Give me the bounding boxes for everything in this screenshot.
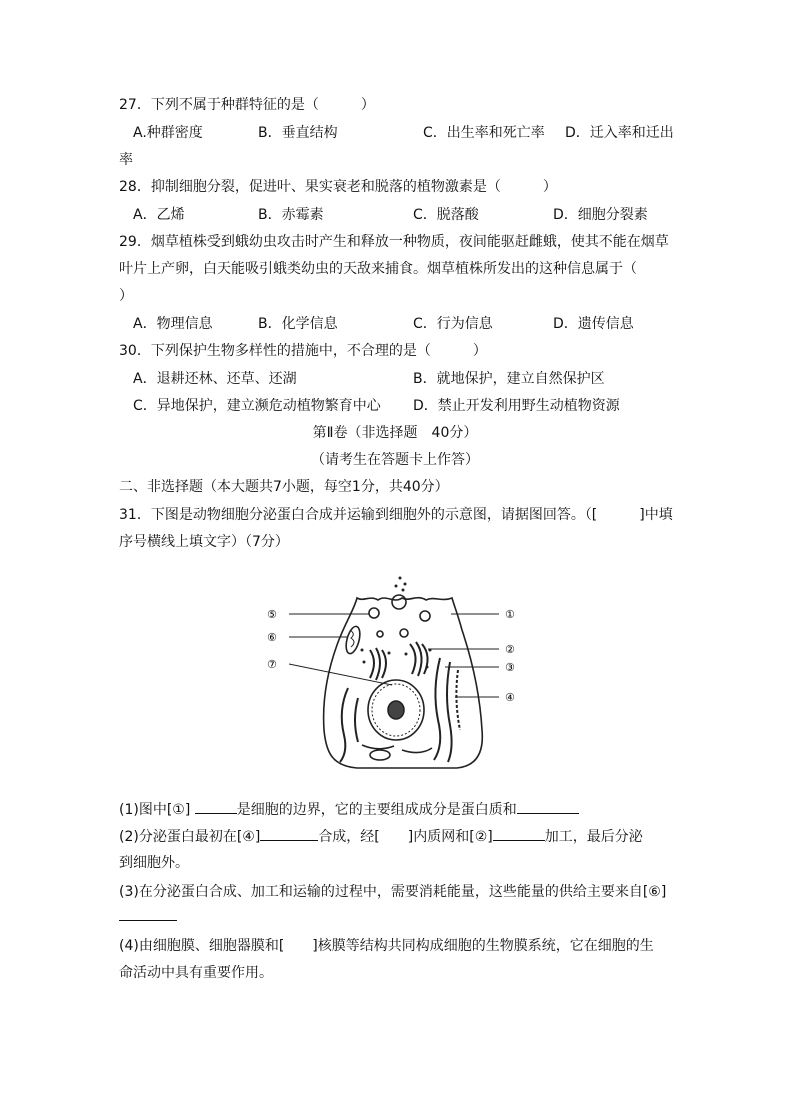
- er-strand-2: [447, 662, 452, 762]
- q29-stem-line2: 叶片上产卵，白天能吸引蛾类幼虫的天敌来捕食。烟草植株所发出的这种信息属于（: [119, 261, 637, 277]
- answer-blank-2[interactable]: [517, 799, 579, 814]
- label-2: ②: [505, 643, 515, 656]
- secretory-vesicle: [392, 595, 406, 609]
- q30-option-c: C．异地保护，建立濒危动植物繁育中心: [133, 398, 381, 414]
- label-3: ③: [505, 661, 515, 674]
- answer-blank-1[interactable]: [195, 799, 237, 814]
- q29-option-c: C．行为信息: [413, 316, 493, 332]
- q29-option-d: D．遗传信息: [553, 316, 634, 332]
- animal-cell-diagram: [262, 570, 530, 775]
- label-7: ⑦: [267, 658, 277, 671]
- answer-blank-3[interactable]: [260, 826, 318, 841]
- q30-option-d: D．禁止开发利用野生动植物资源: [413, 398, 620, 414]
- section-heading: 二、非选择题（本大题共7小题，每空1分，共40分）: [119, 479, 449, 495]
- q31-sub3: (3)在分泌蛋白合成、加工和运输的过程中，需要消耗能量，这些能量的供给主要来自[⑥]: [119, 884, 667, 900]
- ribosome-strand: [456, 670, 460, 730]
- q28-option-c: C．脱落酸: [413, 207, 479, 223]
- q28-option-d: D．细胞分裂素: [553, 207, 648, 223]
- q31-sub2-part-a: (2)分泌蛋白最初在[④]: [119, 829, 261, 845]
- cell-membrane: [324, 598, 483, 768]
- q31-sub1-part-a: (1)图中[①]: [119, 802, 191, 818]
- golgi-left: [370, 648, 386, 680]
- answer-blank-4[interactable]: [493, 826, 545, 841]
- q31-sub1: [119, 799, 579, 820]
- q31-stem-line2: 序号横线上填文字）（7分）: [119, 534, 289, 550]
- vesicle-5: [369, 608, 379, 618]
- label-4: ④: [505, 691, 515, 704]
- endoplasmic-reticulum: [434, 658, 440, 760]
- q29-option-b: B．化学信息: [258, 316, 338, 332]
- q27-option-d-wrap: 率: [119, 152, 133, 168]
- nucleolus: [388, 701, 404, 719]
- q28-stem: 28．抑制细胞分裂，促进叶、果实衰老和脱落的植物激素是（ ）: [119, 179, 557, 195]
- golgi-apparatus: [410, 642, 428, 676]
- q30-option-b: B．就地保护，建立自然保护区: [413, 371, 605, 387]
- q28-option-a: A．乙烯: [133, 207, 185, 223]
- q31-sub4-line2: 命活动中具有重要作用。: [119, 965, 273, 981]
- q27-option-b: B．垂直结构: [258, 125, 338, 141]
- section-note: （请考生在答题卡上作答）: [311, 452, 479, 468]
- q28-option-b: B．赤霉素: [258, 207, 324, 223]
- q31-sub2-part-c: 加工，最后分泌: [544, 829, 643, 845]
- q31-sub4-line1: (4)由细胞膜、细胞器膜和[ ]核膜等结构共同构成细胞的生物膜系统，它在细胞的生: [119, 938, 654, 954]
- q31-stem-line1: 31．下图是动物细胞分泌蛋白合成并运输到细胞外的示意图，请据图回答。（[ ]中填: [119, 507, 673, 523]
- section-title: 第Ⅱ卷（非选择题 40分）: [312, 425, 478, 441]
- label-6: ⑥: [267, 631, 277, 644]
- q29-option-a: A．物理信息: [133, 316, 213, 332]
- label-1: ①: [505, 608, 515, 621]
- q29-stem-line1: 29．烟草植株受到蛾幼虫攻击时产生和释放一种物质，夜间能驱赶雌蛾，使其不能在烟草: [119, 234, 669, 250]
- q27-option-c: C．出生率和死亡率: [423, 125, 545, 141]
- q30-option-a: A．退耕还林、还草、还湖: [133, 371, 297, 387]
- q31-sub2: [119, 826, 643, 847]
- q27-stem: 27．下列不属于种群特征的是（ ）: [119, 97, 375, 113]
- answer-blank-5[interactable]: [119, 920, 177, 921]
- q31-sub2-wrap: 到细胞外。: [119, 855, 189, 871]
- q27-option-d: D．迁入率和迁出: [565, 125, 674, 141]
- q30-stem: 30．下列保护生物多样性的措施中，不合理的是（ ）: [119, 343, 487, 359]
- q31-sub1-part-b: 是细胞的边界，它的主要组成成分是蛋白质和: [236, 802, 517, 818]
- q31-sub2-part-b: 合成，经[ ]内质网和[②]: [318, 829, 493, 845]
- q27-option-a: A.种群密度: [133, 125, 203, 141]
- label-5: ⑤: [267, 608, 277, 621]
- q29-stem-line3: ）: [119, 288, 133, 304]
